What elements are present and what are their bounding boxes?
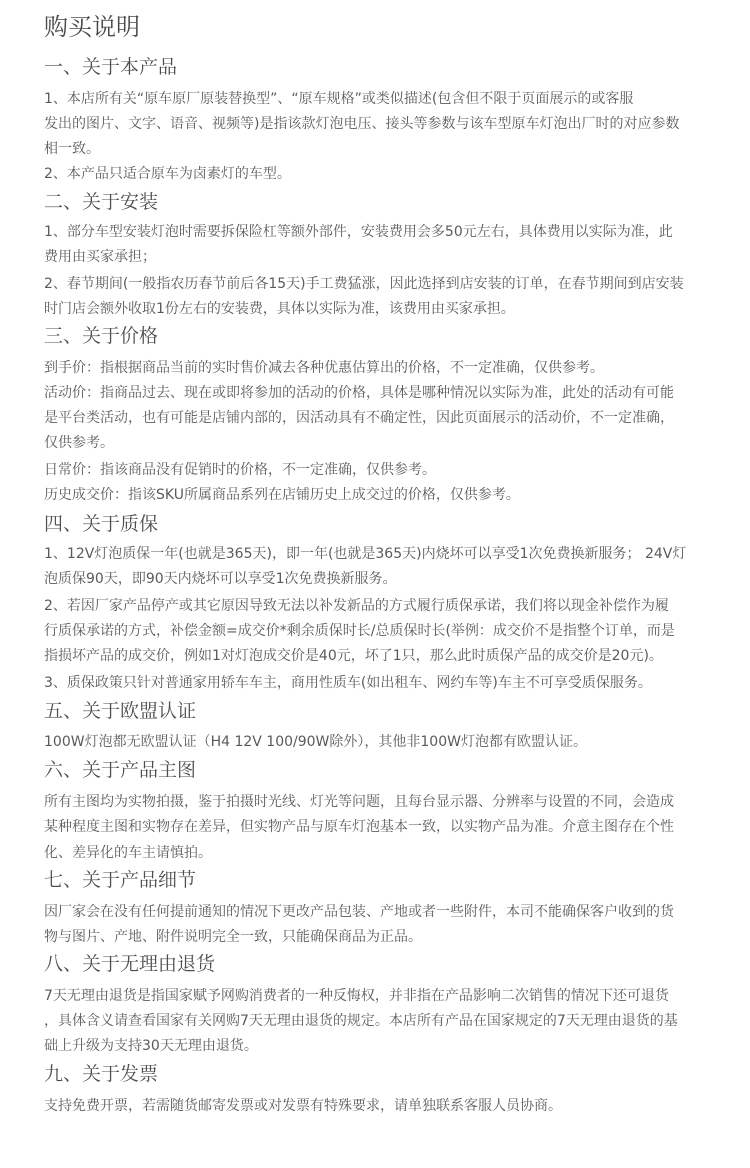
- section-heading-invoice: 九、关于发票: [44, 1063, 159, 1085]
- section-heading-installation: 二、关于安装: [44, 191, 159, 213]
- text-line: 支持免费开票，若需随货邮寄发票或对发票有特殊要求，请单独联系客服人员协商。: [44, 1098, 562, 1114]
- text-line: 1、本店所有关“原车原厂原装替换型”、“原车规格”或类似描述(包含但不限于页面展示的或客服: [44, 91, 634, 107]
- text-line: 是平台类活动，也有可能是店铺内部的，因活动具有不确定性，因此页面展示的活动价，不一定准确，: [44, 410, 674, 426]
- text-line: ，具体含义请查看国家有关网购7天无理由退货的规定。本店所有产品在国家规定的7天无理由退货的基: [44, 1013, 678, 1029]
- text-line: 础上升级为支持30天无理由退货。: [44, 1038, 258, 1054]
- text-line: 仅供参考。: [44, 435, 114, 451]
- text-line: 化、差异化的车主请慎拍。: [44, 845, 212, 861]
- text-line: 活动价：指商品过去、现在或即将参加的活动的价格，具体是哪种情况以实际为准，此处的活动有可能: [44, 385, 674, 401]
- text-line: 1、部分车型安装灯泡时需要拆保险杠等额外部件，安装费用会多50元左右，具体费用以实际为准，此: [44, 224, 673, 240]
- section-heading-product: 一、关于本产品: [44, 56, 178, 78]
- text-line: 历史成交价：指该SKU所属商品系列在店铺历史上成交过的价格，仅供参考。: [44, 487, 520, 503]
- text-line: 指损坏产品的成交价，例如1对灯泡成交价是40元，坏了1只，那么此时质保产品的成交价是20元)。: [44, 648, 663, 664]
- text-line: 7天无理由退货是指国家赋予网购消费者的一种反悔权，并非指在产品影响二次销售的情况下还可退货: [44, 988, 669, 1004]
- text-line: 2、本产品只适合原车为卤素灯的车型。: [44, 166, 291, 182]
- text-line: 2、春节期间(一般指农历春节前后各15天)手工费猛涨，因此选择到店安装的订单，在春节期间到店安装: [44, 276, 684, 292]
- page-title: 购买说明: [44, 13, 140, 41]
- text-line: 行质保承诺的方式，补偿金额=成交价*剩余质保时长/总质保时长(举例：成交价不是指整个订单，而是: [44, 623, 675, 639]
- text-line: 时门店会额外收取1份左右的安装费，具体以实际为准，该费用由买家承担。: [44, 301, 515, 317]
- text-line: 泡质保90天，即90天内烧坏可以享受1次免费换新服务。: [44, 571, 397, 587]
- text-line: 费用由买家承担；: [44, 249, 156, 265]
- text-line: 相一致。: [44, 141, 100, 157]
- section-heading-main-image: 六、关于产品主图: [44, 759, 197, 781]
- text-line: 物与图片、产地、附件说明完全一致，只能确保商品为正品。: [44, 929, 422, 945]
- text-line: 发出的图片、文字、语音、视频等)是指该款灯泡电压、接头等参数与该车型原车灯泡出厂时的对应参数: [44, 116, 680, 132]
- text-line: 1、12V灯泡质保一年(也就是365天)，即一年(也就是365天)内烧坏可以享受1次免费换新服务； 24V灯: [44, 546, 687, 562]
- text-line: 3、质保政策只针对普通家用轿车车主，商用性质车(如出租车、网约车等)车主不可享受质保服务。: [44, 675, 652, 691]
- text-line: 2、若因厂家产品停产或其它原因导致无法以补发新品的方式履行质保承诺，我们将以现金补偿作为履: [44, 598, 669, 614]
- section-heading-price: 三、关于价格: [44, 325, 159, 347]
- text-line: 某种程度主图和实物存在差异，但实物产品与原车灯泡基本一致，以实物产品为准。介意主图存在个性: [44, 819, 674, 835]
- section-heading-eu-certification: 五、关于欧盟认证: [44, 700, 197, 722]
- section-heading-returns: 八、关于无理由退货: [44, 953, 216, 975]
- section-heading-product-details: 七、关于产品细节: [44, 869, 197, 891]
- text-line: 所有主图均为实物拍摄，鉴于拍摄时光线、灯光等问题，且每台显示器、分辨率与设置的不同，会造成: [44, 794, 674, 810]
- text-line: 100W灯泡都无欧盟认证（H4 12V 100/90W除外），其他非100W灯泡都有欧盟认证。: [44, 734, 587, 750]
- text-line: 因厂家会在没有任何提前通知的情况下更改产品包装、产地或者一些附件，本司不能确保客户收到的货: [44, 904, 674, 920]
- section-heading-warranty: 四、关于质保: [44, 513, 159, 535]
- text-line: 日常价：指该商品没有促销时的价格，不一定准确，仅供参考。: [44, 462, 436, 478]
- text-line: 到手价：指根据商品当前的实时售价减去各种优惠估算出的价格，不一定准确，仅供参考。: [44, 360, 604, 376]
